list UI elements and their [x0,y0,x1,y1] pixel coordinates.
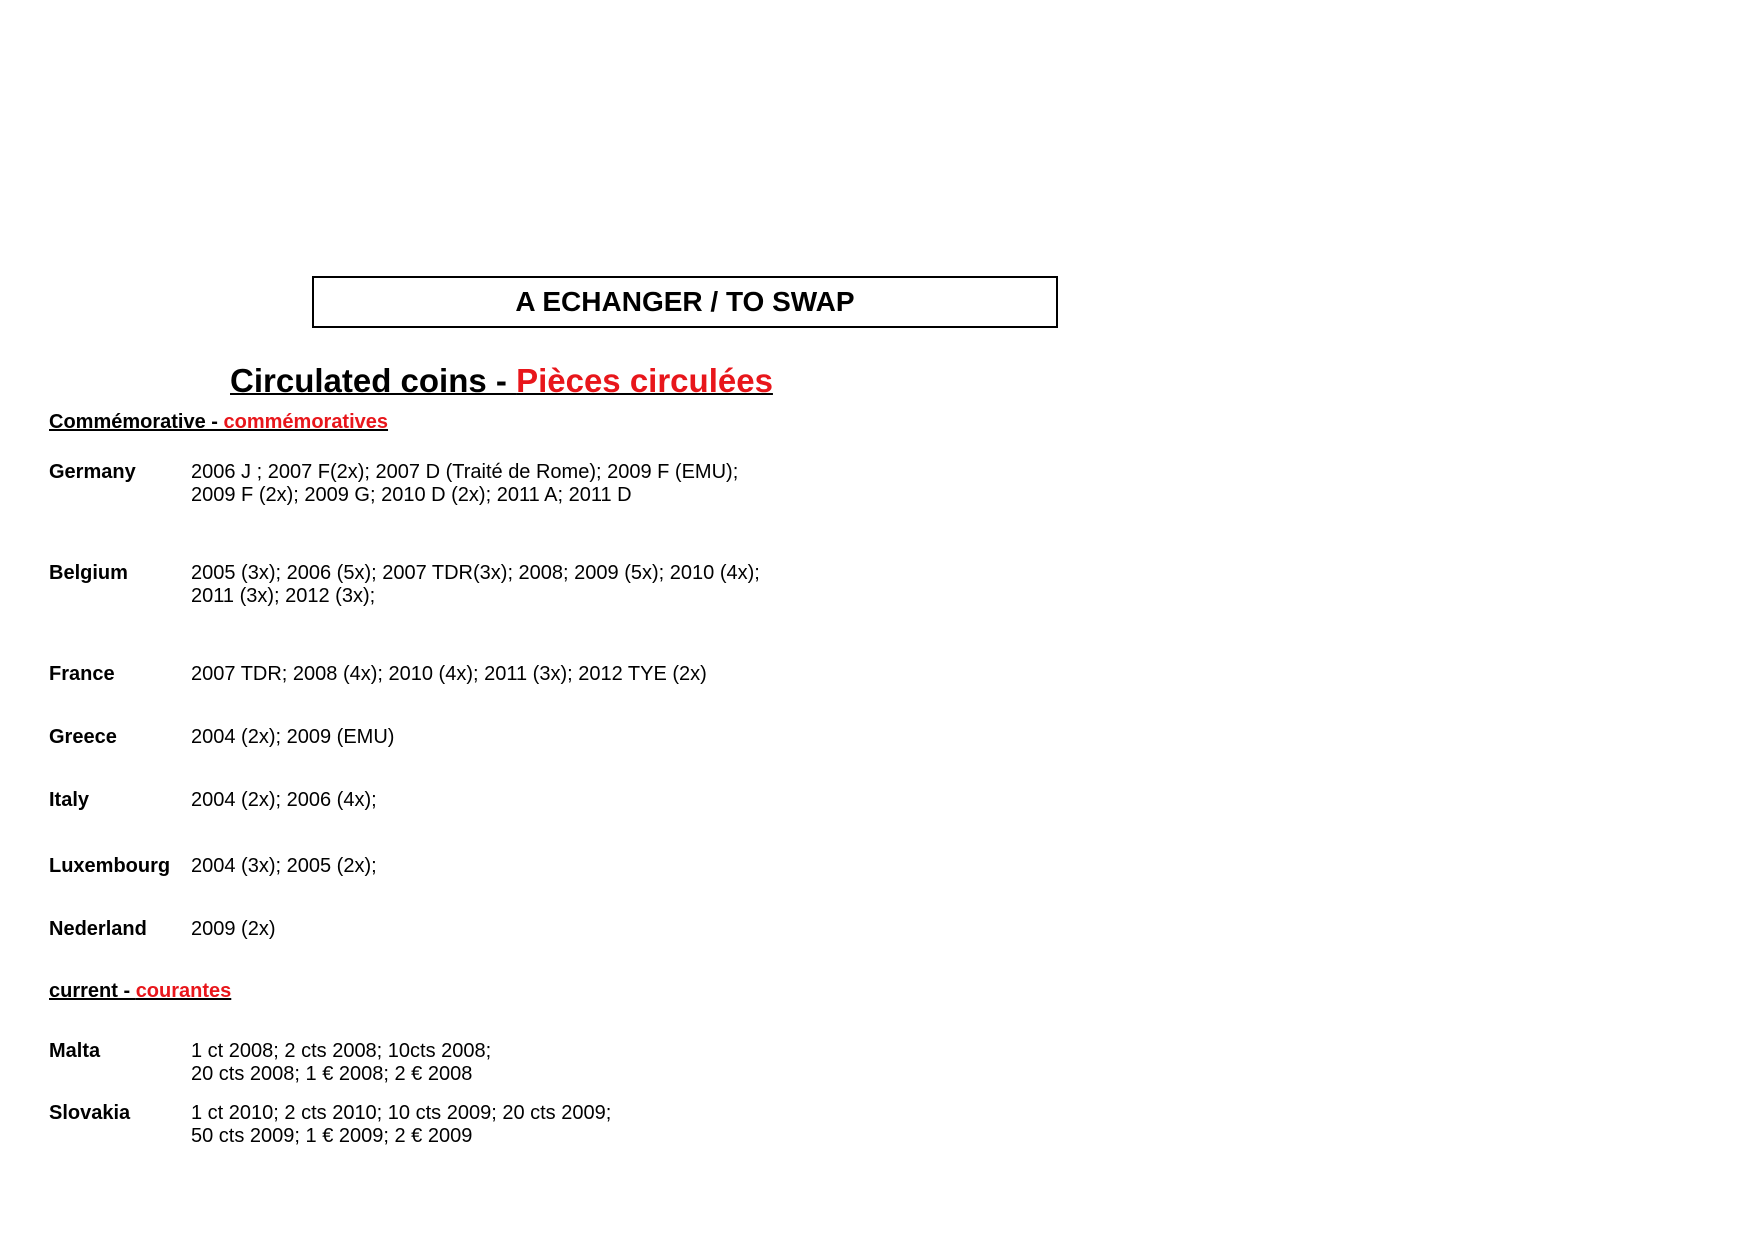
values-line: 20 cts 2008; 1 € 2008; 2 € 2008 [191,1063,473,1085]
title-box [312,276,1058,328]
page-heading [230,362,773,400]
section-label-french: courantes [135,980,232,1002]
section-label-english: Commémorative - [49,411,224,433]
country-belgium: Belgium [49,562,128,584]
country-malta: Malta [49,1040,101,1062]
values-line: 50 cts 2009; 1 € 2009; 2 € 2009 [191,1125,473,1147]
heading-french: Pièces circulées [516,362,773,399]
country-greece: Greece [49,726,117,748]
values-line: 2007 TDR; 2008 (4x); 2010 (4x); 2011 (3x); 2012 TYE (2x) [191,663,707,685]
country-nederland: Nederland [49,918,147,940]
values-line: 2004 (2x); 2009 (EMU) [191,726,395,748]
section-label-commemorative [49,411,388,434]
section-label-current [49,980,231,1003]
values-luxembourg [191,855,377,878]
values-line: 2004 (2x); 2006 (4x); [191,789,377,811]
heading-english: Circulated coins - [230,362,517,399]
values-nederland [191,918,276,941]
country-luxembourg: Luxembourg [49,855,171,877]
document-title: A ECHANGER / TO SWAP [515,286,855,317]
values-germany [191,461,738,507]
values-line: 2006 J ; 2007 F(2x); 2007 D (Traité de Rome); 2009 F (EMU); [191,461,739,483]
values-line: 2009 (2x) [191,918,276,940]
country-france: France [49,663,115,685]
country-germany: Germany [49,461,136,483]
values-line: 2011 (3x); 2012 (3x); [191,585,376,607]
section-label-english: current - [49,980,136,1002]
values-line: 2004 (3x); 2005 (2x); [191,855,377,877]
values-italy [191,789,377,812]
values-belgium [191,562,760,608]
country-italy: Italy [49,789,90,811]
values-line: 1 ct 2008; 2 cts 2008; 10cts 2008; [191,1040,492,1062]
values-slovakia [191,1102,611,1148]
values-greece [191,726,394,749]
values-line: 1 ct 2010; 2 cts 2010; 10 cts 2009; 20 cts 2009; [191,1102,612,1124]
values-malta [191,1040,491,1086]
section-label-french: commémoratives [223,411,389,433]
values-france [191,663,707,686]
values-line: 2009 F (2x); 2009 G; 2010 D (2x); 2011 A; 2011 D [191,484,632,506]
country-slovakia: Slovakia [49,1102,131,1124]
values-line: 2005 (3x); 2006 (5x); 2007 TDR(3x); 2008; 2009 (5x); 2010 (4x); [191,562,760,584]
